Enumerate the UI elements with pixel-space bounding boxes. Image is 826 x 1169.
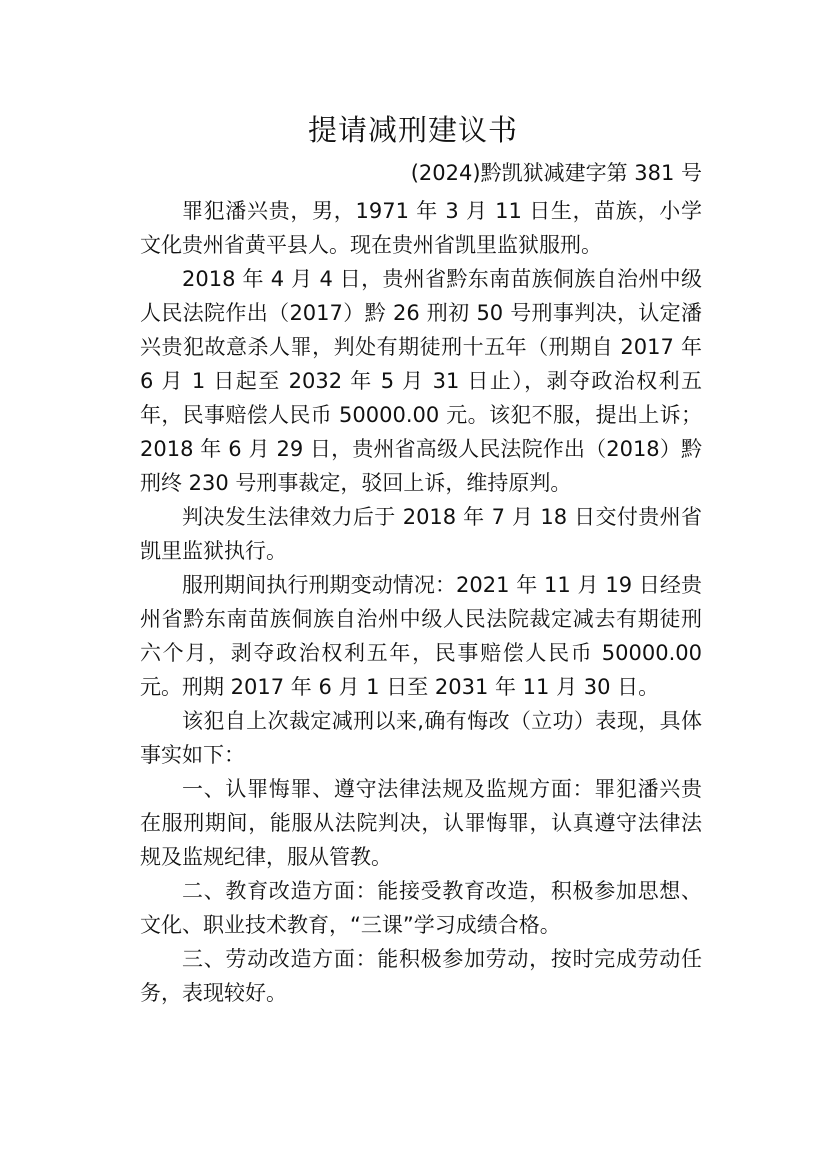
paragraph-point-1: 一、认罪悔罪、遵守法律法规及监规方面：罪犯潘兴贵在服刑期间，能服从法院判决，认罪悔罪，认真遵守法律法规及监规纪律，服从管教。 (140, 777, 702, 869)
document-body (140, 194, 702, 1010)
paragraph-sentence-change: 服刑期间执行刑期变动情况：2021 年 11 月 19 日经贵州省黔东南苗族侗族自治州中级人民法院裁定减去有期徒刑六个月，剥夺政治权利五年，民事赔偿人民币 50000.00 元。刑期 2017 年 6 月 1 日至 2031 年 11 月 30 日。 (140, 573, 702, 699)
paragraph-point-3: 三、劳动改造方面：能积极参加劳动，按时完成劳动任务，表现较好。 (140, 947, 702, 1005)
document-number: (2024)黔凯狱减建字第 381 号 (410, 161, 702, 185)
paragraph-judgment: 2018 年 4 月 4 日，贵州省黔东南苗族侗族自治州中级人民法院作出（2017）黔 26 刑初 50 号刑事判决，认定潘兴贵犯故意杀人罪，判处有期徒刑十五年（刑期自 2017 年 6 月 1 日起至 2032 年 5 月 31 日止），剥夺政治权利五年，民事赔偿人民币 50000.00 元。该犯不服，提出上诉；2018 年 6 月 29 日，贵州省高级人民法院作出（2018）黔刑终 230 号刑事裁定，驳回上诉，维持原判。 (140, 267, 702, 495)
paragraph-execution: 判决发生法律效力后于 2018 年 7 月 18 日交付贵州省凯里监狱执行。 (140, 505, 702, 563)
paragraph-point-2: 二、教育改造方面：能接受教育改造，积极参加思想、文化、职业技术教育，“三课”学习成绩合格。 (140, 879, 702, 937)
paragraph-repentance-intro: 该犯自上次裁定减刑以来,确有悔改（立功）表现，具体事实如下： (140, 709, 702, 767)
paragraph-criminal-info: 罪犯潘兴贵，男，1971 年 3 月 11 日生，苗族，小学文化贵州省黄平县人。现在贵州省凯里监狱服刑。 (140, 199, 702, 257)
document-title: 提请减刑建议书 (307, 113, 518, 147)
